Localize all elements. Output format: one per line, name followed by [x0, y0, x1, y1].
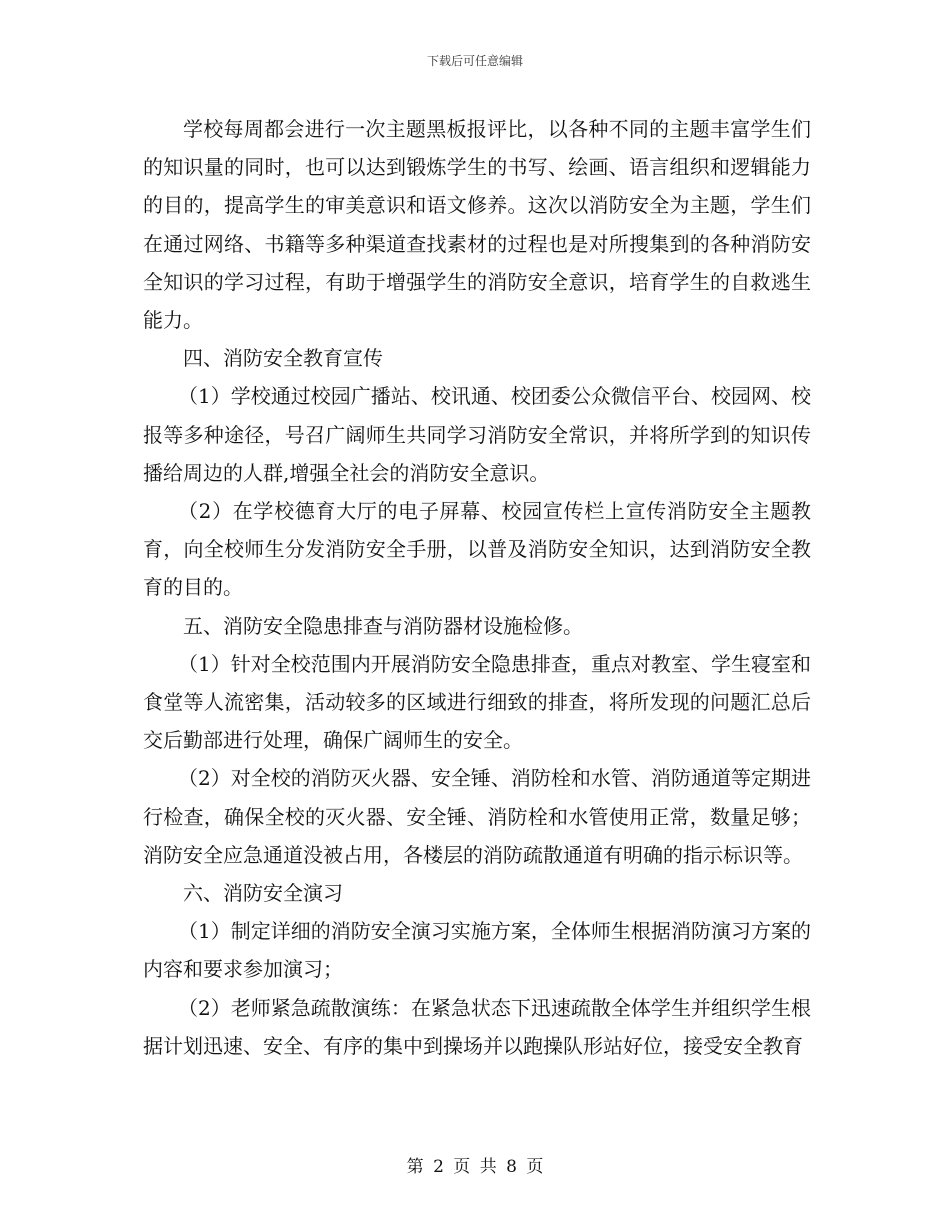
paragraph-4-2: （2）在学校德育大厅的电子屏幕、校园宣传栏上宣传消防安全主题教育，向全校师生分发消防安全手册，以普及消防安全知识，达到消防安全教育的目的。 — [143, 499, 811, 600]
section-heading-5: 五、消防安全隐患排查与消防器材设施检修。 — [183, 613, 583, 638]
section-heading-6: 六、消防安全演习 — [183, 881, 343, 906]
section-heading-4: 四、消防安全教育宣传 — [183, 346, 383, 371]
paragraph-5-1: （1）针对全校范围内开展消防安全隐患排查，重点对教室、学生寝室和食堂等人流密集，活动较多的区域进行细致的排查，将所发现的问题汇总后交后勤部进行处理，确保广阔师生的安全。 — [143, 651, 811, 753]
paragraph-6-1: （1）制定详细的消防安全演习实施方案，全体师生根据消防演习方案的内容和要求参加演习； — [143, 919, 811, 982]
document-body — [143, 110, 811, 1065]
paragraph-5-2: （2）对全校的消防灭火器、安全锤、消防栓和水管、消防通道等定期进行检查，确保全校的灭火器、安全锤、消防栓和水管使用正常，数量足够；消防安全应急通道没被占用，各楼层的消防疏散通道有明确的指示标识等。 — [143, 766, 811, 867]
paragraph-4-1: （1）学校通过校园广播站、校讯通、校团委公众微信平台、校园网、校报等多种途径，号召广阔师生共同学习消防安全常识，并将所学到的知识传播给周边的人群,增强全社会的消防安全意识。 — [143, 384, 811, 485]
paragraph-blackboard-contest: 学校每周都会进行一次主题黑板报评比，以各种不同的主题丰富学生们的知识量的同时，也可以达到锻炼学生的书写、绘画、语言组织和逻辑能力的目的，提高学生的审美意识和语文修养。这次以消防安全为主题，学生们在通过网络、书籍等多种渠道查找素材的过程也是对所搜集到的各种消防安全知识的学习过程，有助于增强学生的消防安全意识，培育学生的自救逃生能力。 — [143, 117, 811, 333]
page-header: 下载后可任意编辑 — [426, 54, 523, 68]
paragraph-6-2: （2）老师紧急疏散演练：在紧急状态下迅速疏散全体学生并组织学生根据计划迅速、安全、有序的集中到操场并以跑操队形站好位，接受安全教育 — [143, 995, 811, 1058]
page-number-footer: 第 2 页 共 8 页 — [406, 1157, 544, 1177]
